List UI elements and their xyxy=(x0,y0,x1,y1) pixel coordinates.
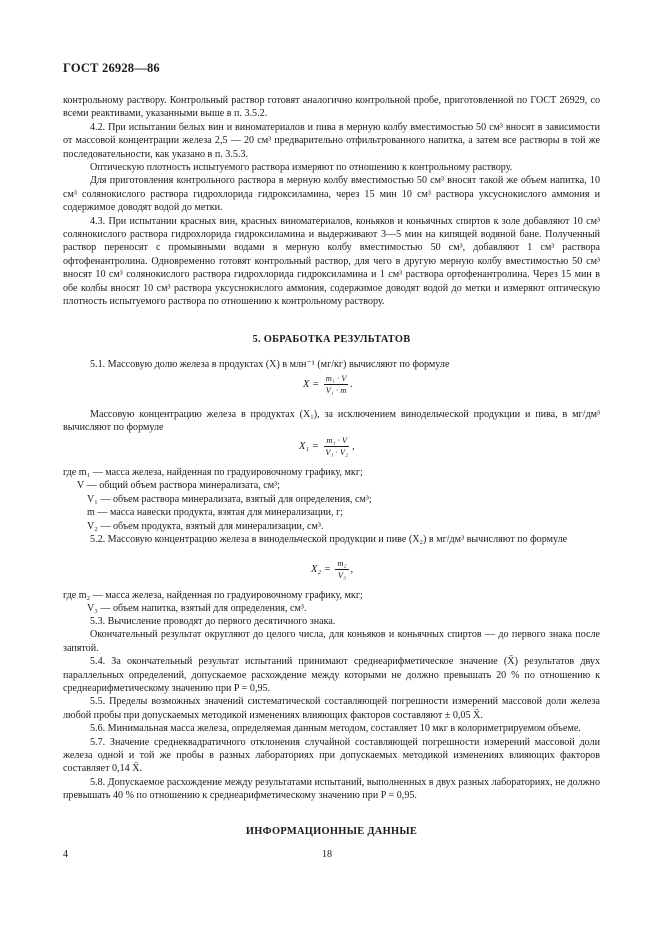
page-number-center: 18 xyxy=(322,849,333,860)
paragraph-5-4: 5.4. За окончательный результат испытаний принимают среднеарифметическое значение (X̄) результатов двух параллельных определений, допускаемое расхождение между которыми не должно превышать 20 % по отношению к среднеарифметическому значению при P = 0,95. xyxy=(63,656,600,695)
formula-x-fraction xyxy=(324,374,349,395)
formula-x1-numerator: m₁ · V xyxy=(326,435,348,445)
paragraph-4-3: 4.3. При испытании красных вин, красных виноматериалов, коньяков и коньячных спиртов к золе добавляют 10 см³ солянокислого раствора гидрохлорида гидроксиламина и выдерживают 3—5 мин на кипящей водяной бане. Полученный раствор переносят с промывными водами в мерную колбу вместимостью 50 см³, добавляют 1 см³ раствора офтофенантролина. Одновременно готовят контрольный раствор, для чего в другую мерную колбу вместимостью 50 см³ вносят 10 см³ солянокислого раствора гидрохлорида гидроксиламина и 1 см³ раствора ортофенантролина. Через 15 мин в обе колбы вносят 10 см³ раствора уксуснокислого аммония, содержимое доводят водой до метки и измеряют оптическую плотность испытуемого раствора по отношению к контрольному раствору. xyxy=(63,215,600,308)
standard-header: ГОСТ 26928—86 xyxy=(63,61,160,75)
legend-line: где m₂ — масса железа, найденная по градуировочному графику, мкг; xyxy=(63,590,363,601)
paragraph-5-3: 5.3. Вычисление проводят до первого десятичного знака. xyxy=(90,616,336,627)
paragraph-5-1: 5.1. Массовую долю железа в продуктах (X) в млн⁻¹ (мг/кг) вычисляют по формуле xyxy=(90,359,450,370)
text-block-section5-rest xyxy=(63,615,600,803)
legend-line: V — общий объем раствора минерализата, см³; xyxy=(77,480,280,492)
paragraph-4-2: 4.2. При испытании белых вин и виноматериалов и пива в мерную колбу вместимостью 50 см³ вносят в зависимости от массовой концентрации железа 2,5 — 20 см³ предварительно отфильтрованного напитка, а затем все растворы в той же последовательности, как указано в п. 3.5.3. xyxy=(63,121,600,160)
paragraph-control-solution: Для приготовления контрольного раствора в мерную колбу вместимостью 50 см³ вносят такой же объем напитка, 10 см³ солянокислого раствора гидрохлорида гидроксиламина, через 15 мин 10 см³ раствора уксуснокислого аммония и содержимое доводят водой до метки. xyxy=(63,175,600,214)
formula-x1-tail: , xyxy=(352,441,355,452)
paragraph-5-5: 5.5. Пределы возможных значений систематической составляющей погрешности измерений массовой доли железа любой пробы при допускаемых методикой изменениях влияющих факторов составляют ± 0,05 X̄. xyxy=(63,696,600,721)
legend-where-1 xyxy=(63,466,600,533)
formula-x1 xyxy=(299,436,355,457)
legend-line: V₁ — объем раствора минерализата, взятый для определения, см³; xyxy=(87,493,372,505)
paragraph-5-1-concentration: Массовую концентрацию железа в продуктах (X₁), за исключением винодельческой продукции и пива, в мг/дм³ вычисляют по формуле xyxy=(63,409,600,434)
legend-where-2 xyxy=(63,589,600,616)
formula-x2-tail: , xyxy=(350,564,354,575)
formula-x-numerator: m₁ · V xyxy=(325,373,347,383)
section-5-title: 5. ОБРАБОТКА РЕЗУЛЬТАТОВ xyxy=(252,334,411,345)
formula-x2 xyxy=(311,559,353,580)
legend-line: где m₁ — масса железа, найденная по градуировочному графику, мкг; xyxy=(63,467,363,478)
paragraph-5-6: 5.6. Минимальная масса железа, определяемая данным методом, составляет 10 мкг в колориметрируемом объеме. xyxy=(90,723,581,735)
formula-x2-lhs: X₂ = xyxy=(311,564,331,575)
page-number-left: 4 xyxy=(63,849,69,860)
paragraph-5-8: 5.8. Допускаемое расхождение между результатами испытаний, выполненных в двух разных лабораториях, не должно превышать 40 % по отношению к среднеарифметическому значению при P = 0,95. xyxy=(63,776,600,802)
info-data-title: ИНФОРМАЦИОННЫЕ ДАННЫЕ xyxy=(245,826,418,837)
formula-x1-denominator: V₁ · V₂ xyxy=(325,447,349,457)
formula-x1-lhs: X₁ = xyxy=(299,441,319,452)
paragraph-5-7: 5.7. Значение среднеквадратичного отклонения случайной составляющей погрешности измерений массовой доли железа одной и той же пробы в разных лабораториях при допускаемых методикой изменениях влияющих факторов составляет 0,14 X̄. xyxy=(63,736,600,775)
paragraph-optical-density: Оптическую плотность испытуемого раствора измеряют по отношению к контрольному раствору. xyxy=(90,162,513,174)
formula-x1-fraction xyxy=(323,436,350,457)
text-block-section4 xyxy=(63,94,600,309)
formula-x2-denominator: V₃ xyxy=(337,570,347,580)
formula-x-denominator: V₁ · m xyxy=(325,385,347,395)
formula-x-lhs: X = xyxy=(303,379,320,390)
paragraph-rounding: Окончательный результат округляют до целого числа, для коньяков и коньячных спиртов — до первого знака после запятой. xyxy=(63,629,600,654)
formula-x2-fraction xyxy=(335,559,348,580)
formula-x xyxy=(303,374,353,395)
legend-line: m — масса навески продукта, взятая для минерализации, г; xyxy=(87,507,344,519)
formula-x2-numerator: m₂ xyxy=(337,558,347,568)
paragraph-5-2: 5.2. Массовую концентрацию железа в винодельческой продукции и пиве (X₂) в мг/дм³ вычисляют по формуле xyxy=(90,534,568,545)
legend-line: V₃ — объем напитка, взятый для определения, см³. xyxy=(87,603,307,615)
legend-line: V₂ — объем продукта, взятый для минерализации, см³. xyxy=(87,520,324,532)
formula-x-tail: . xyxy=(350,379,354,390)
paragraph-continuation: контрольному раствору. Контрольный раствор готовят аналогично контрольной пробе, приготовленной по ГОСТ 26929, со всеми реактивами, указанными выше в п. 3.5.2. xyxy=(63,95,600,120)
